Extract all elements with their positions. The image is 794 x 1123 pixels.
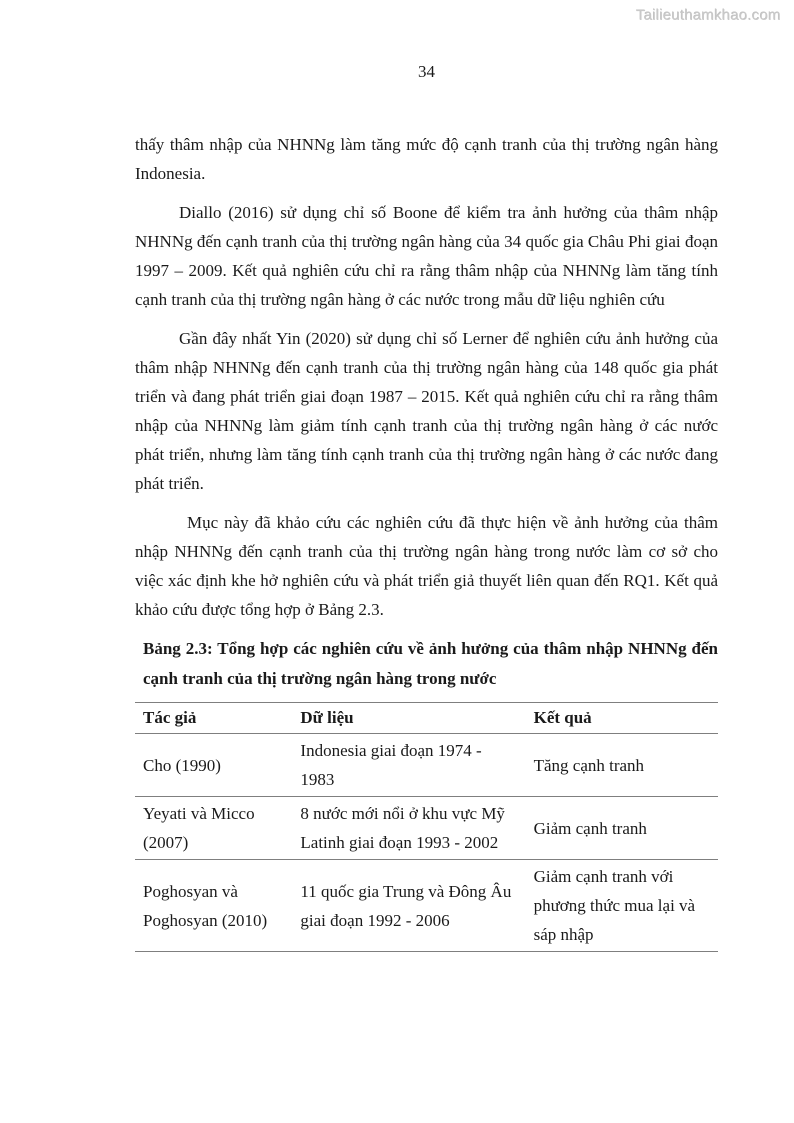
- result-cell: Tăng cạnh tranh: [526, 734, 718, 797]
- table-row: [135, 860, 718, 952]
- table-caption: Bảng 2.3: Tổng hợp các nghiên cứu về ảnh hưởng của thâm nhập NHNNg đến cạnh tranh của thị trường ngân hàng trong nước: [143, 639, 718, 688]
- data-cell: 8 nước mới nổi ở khu vực Mỹ Latinh giai đoạn 1993 - 2002: [292, 797, 525, 860]
- result-cell: Giảm cạnh tranh: [526, 797, 718, 860]
- column-header-author: Tác giả: [135, 703, 292, 734]
- author-cell: Poghosyan và Poghosyan (2010): [135, 860, 292, 952]
- data-cell: 11 quốc gia Trung và Đông Âu giai đoạn 1992 - 2006: [292, 860, 525, 952]
- paragraph-diallo: Diallo (2016) sử dụng chỉ số Boone để kiểm tra ảnh hưởng của thâm nhập NHNNg đến cạnh tranh của thị trường ngân hàng của 34 quốc gia Châu Phi giai đoạn 1997 – 2009. Kết quả nghiên cứu chỉ ra rằng thâm nhập của NHNNg làm tăng tính cạnh tranh của thị trường ngân hàng ở các nước trong mẫu dữ liệu nghiên cứu: [135, 203, 718, 309]
- author-cell: Yeyati và Micco (2007): [135, 797, 292, 860]
- table-header-row: [135, 703, 718, 734]
- watermark: Tailieuthamkhao.com: [636, 7, 781, 24]
- paragraph-summary: Mục này đã khảo cứu các nghiên cứu đã thực hiện về ảnh hưởng của thâm nhập NHNNg đến cạnh tranh của thị trường ngân hàng trong nước làm cơ sở cho việc xác định khe hở nghiên cứu và phát triển giả thuyết liên quan đến RQ1. Kết quả khảo cứu được tổng hợp ở Bảng 2.3.: [135, 513, 718, 619]
- column-header-data: Dữ liệu: [292, 703, 525, 734]
- paragraph-continuation: thấy thâm nhập của NHNNg làm tăng mức độ cạnh tranh của thị trường ngân hàng Indonesia.: [135, 135, 718, 183]
- page-number: 34: [418, 62, 435, 81]
- author-cell: Cho (1990): [135, 734, 292, 797]
- data-cell: Indonesia giai đoạn 1974 - 1983: [292, 734, 525, 797]
- table-row: [135, 797, 718, 860]
- column-header-result: Kết quả: [526, 703, 718, 734]
- result-cell: Giảm cạnh tranh với phương thức mua lại và sáp nhập: [526, 860, 718, 952]
- paragraph-yin: Gần đây nhất Yin (2020) sử dụng chỉ số Lerner để nghiên cứu ảnh hưởng của thâm nhập NHNNg đến cạnh tranh của thị trường ngân hàng của 148 quốc gia phát triển và đang phát triển giai đoạn 1987 – 2015. Kết quả nghiên cứu chỉ ra rằng thâm nhập của NHNNg làm giảm tính cạnh tranh của thị trường ngân hàng ở các nước phát triển, nhưng làm tăng tính cạnh tranh của thị trường ngân hàng ở các nước đang phát triển.: [135, 329, 718, 493]
- table-row: [135, 734, 718, 797]
- summary-table: [135, 702, 718, 952]
- page-content: [135, 130, 718, 952]
